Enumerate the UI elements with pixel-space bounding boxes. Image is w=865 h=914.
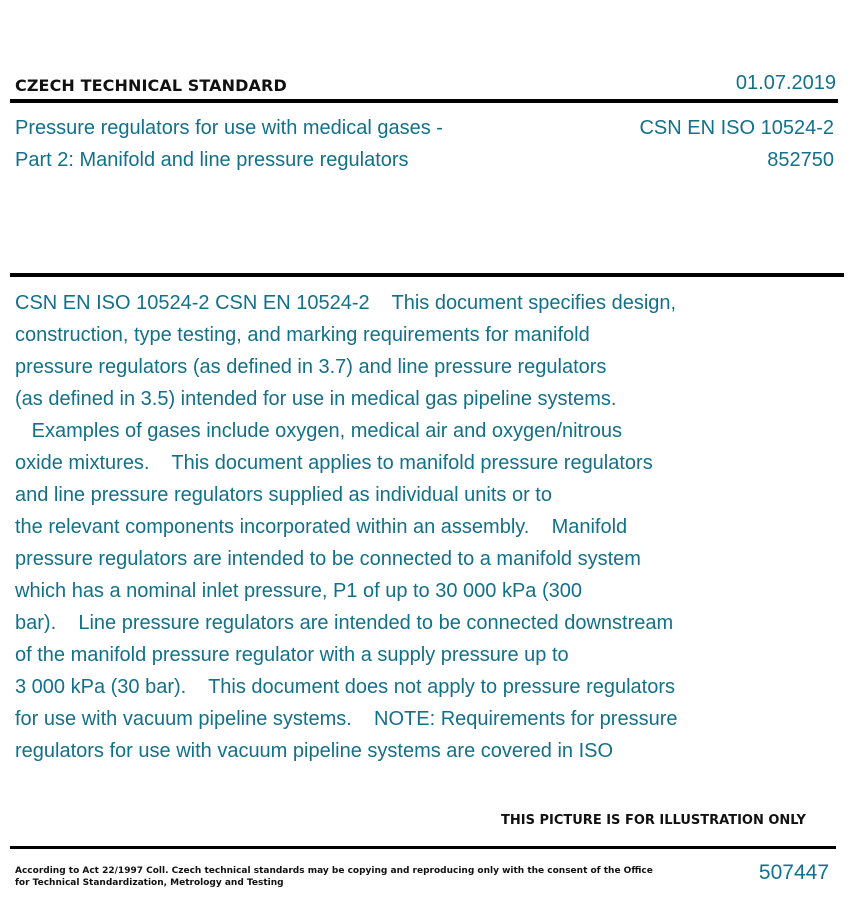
description-line: which has a nominal inlet pressure, P1 of up to 30 000 kPa (300 — [15, 580, 583, 602]
header-divider — [10, 99, 838, 103]
description-line: CSN EN ISO 10524-2 CSN EN 10524-2 This document specifies design, — [15, 292, 677, 314]
description-line: for use with vacuum pipeline systems. NOTE: Requirements for pressure — [15, 708, 678, 730]
catalog-number: 507447 — [758, 861, 829, 884]
description-line: Examples of gases include oxygen, medical air and oxygen/nitrous — [15, 420, 623, 442]
legal-line-2: for Technical Standardization, Metrology and Testing — [15, 878, 284, 888]
description-line: oxide mixtures. This document applies to manifold pressure regulators — [15, 452, 653, 474]
description-line: regulators for use with vacuum pipeline systems are covered in ISO — [15, 740, 614, 762]
standard-number: CSN EN ISO 10524-2 — [639, 117, 834, 139]
legal-notice — [15, 865, 653, 889]
title-line-2: Part 2: Manifold and line pressure regulators — [15, 149, 409, 171]
description-body — [15, 287, 755, 767]
description-line: bar). Line pressure regulators are intended to be connected downstream — [15, 612, 674, 634]
description-line: and line pressure regulators supplied as individual units or to — [15, 484, 552, 506]
description-line: pressure regulators are intended to be connected to a manifold system — [15, 548, 641, 570]
description-line: of the manifold pressure regulator with a supply pressure up to — [15, 644, 569, 666]
description-line: (as defined in 3.5) intended for use in medical gas pipeline systems. — [15, 388, 617, 410]
legal-line-1: According to Act 22/1997 Coll. Czech technical standards may be copying and reproducing only with the consent of the Office — [15, 866, 653, 876]
classification-number: 852750 — [767, 149, 834, 171]
title-divider — [10, 273, 844, 277]
title-line-1: Pressure regulators for use with medical gases - — [15, 117, 443, 139]
description-line: pressure regulators (as defined in 3.7) and line pressure regulators — [15, 356, 607, 378]
standard-type-label: CZECH TECHNICAL STANDARD — [15, 76, 287, 95]
description-line: the relevant components incorporated within an assembly. Manifold — [15, 516, 628, 538]
illustration-note: THIS PICTURE IS FOR ILLUSTRATION ONLY — [501, 813, 806, 828]
footer-divider — [10, 846, 836, 849]
description-line: construction, type testing, and marking requirements for manifold — [15, 324, 590, 346]
publication-date: 01.07.2019 — [735, 72, 836, 94]
description-line: 3 000 kPa (30 bar). This document does not apply to pressure regulators — [15, 676, 675, 698]
